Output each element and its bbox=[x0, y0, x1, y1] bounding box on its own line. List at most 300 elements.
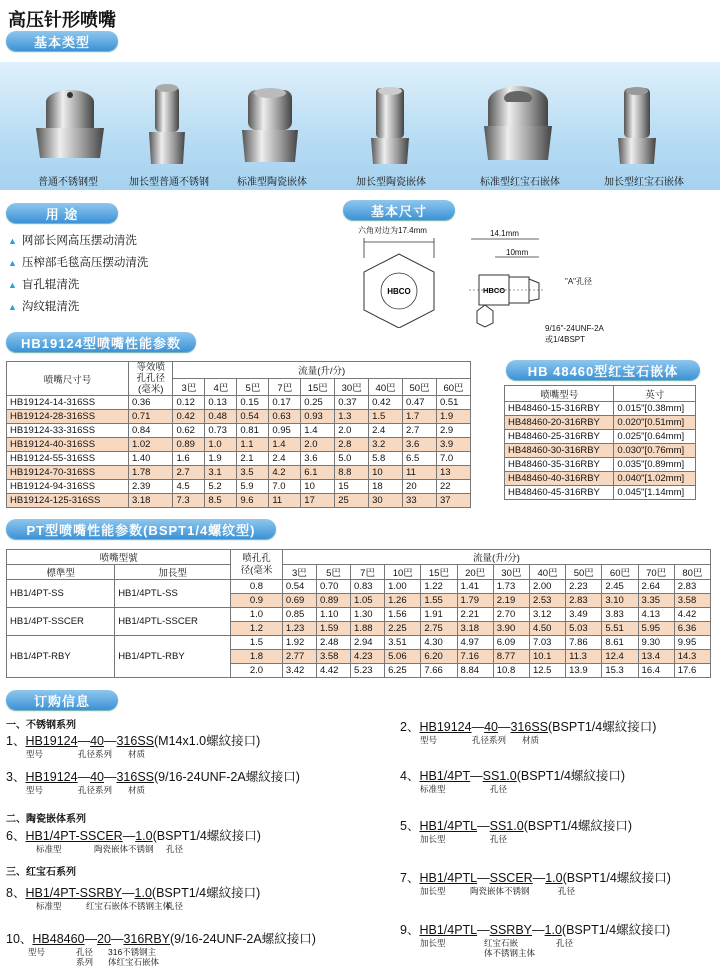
model-cell: HB48460-15-316RBY bbox=[505, 402, 614, 416]
order-line bbox=[400, 920, 670, 938]
inch-cell: 0.040"[1.02mm] bbox=[614, 472, 696, 486]
order-number: 8、 bbox=[6, 886, 26, 900]
value-cell: 5.9 bbox=[237, 480, 269, 494]
value-cell: 3.18 bbox=[457, 622, 493, 636]
value-cell: 4.2 bbox=[269, 466, 301, 480]
pressure-header: 40巴 bbox=[369, 379, 403, 396]
value-cell: 0.54 bbox=[237, 410, 269, 424]
order-thread: (9/16-24UNF-2A螺紋接口) bbox=[170, 932, 316, 946]
value-cell: 5.8 bbox=[369, 452, 403, 466]
order-part: SS1.0 bbox=[482, 769, 517, 783]
order-thread: (BSPT1/4螺紋接口) bbox=[561, 923, 671, 937]
pressure-header: 80巴 bbox=[674, 565, 710, 580]
table-row bbox=[7, 438, 471, 452]
usage-item: ▲ 沟纹辊清洗 bbox=[8, 296, 148, 318]
order-dash: — bbox=[477, 871, 490, 885]
pressure-header: 30巴 bbox=[493, 565, 529, 580]
value-cell: 1.26 bbox=[385, 594, 421, 608]
value-cell: 4.23 bbox=[351, 650, 385, 664]
order-cat-3: 三、红宝石系列 bbox=[6, 867, 76, 878]
order-sublabel: 材质 bbox=[128, 785, 146, 795]
order-sublabel: 陶瓷嵌体不锈钢 bbox=[94, 844, 154, 854]
value-cell: 3.5 bbox=[237, 466, 269, 480]
hole-cell: 0.8 bbox=[231, 580, 283, 594]
hb19124-table bbox=[6, 361, 471, 508]
value-cell: 0.89 bbox=[173, 438, 205, 452]
table-row bbox=[505, 458, 696, 472]
order-part: 1.0 bbox=[544, 923, 562, 937]
value-cell: 2.8 bbox=[335, 438, 369, 452]
order-part: HB1/4PT-SSRBY bbox=[25, 886, 123, 900]
order-part: HB1/4PTL bbox=[419, 871, 478, 885]
value-cell: 7.03 bbox=[529, 636, 565, 650]
order-dash: — bbox=[84, 932, 98, 946]
value-cell: 3.10 bbox=[602, 594, 638, 608]
svg-text:HBCO: HBCO bbox=[387, 287, 411, 296]
value-cell: 2.1 bbox=[237, 452, 269, 466]
value-cell: 0.47 bbox=[403, 396, 437, 410]
value-cell: 2.53 bbox=[529, 594, 565, 608]
std-model-cell: HB1/4PT-SSCER bbox=[7, 608, 115, 636]
usage-item: ▲ 压榨部毛毯高压摆动清洗 bbox=[8, 252, 148, 274]
order-number: 4、 bbox=[400, 769, 420, 783]
value-cell: 25 bbox=[335, 494, 369, 508]
order-sublabel: 型号 bbox=[26, 749, 44, 759]
inch-cell: 0.035"[0.89mm] bbox=[614, 458, 696, 472]
nozzle-image-long-ss bbox=[147, 82, 187, 170]
pressure-header: 7巴 bbox=[269, 379, 301, 396]
value-cell: 1.56 bbox=[385, 608, 421, 622]
order-dash: — bbox=[77, 770, 91, 784]
hole-cell: 1.0 bbox=[231, 608, 283, 622]
hole-cell: 1.8 bbox=[231, 650, 283, 664]
value-cell: 2.7 bbox=[173, 466, 205, 480]
nozzle-image-long-ceramic bbox=[370, 84, 410, 170]
hole-cell: 1.5 bbox=[231, 636, 283, 650]
order-part: SSRBY bbox=[489, 923, 533, 937]
nozzle-image-long-ruby bbox=[617, 84, 657, 170]
value-cell: 5.06 bbox=[385, 650, 421, 664]
model-cell: HB19124-94-316SS bbox=[7, 480, 129, 494]
order-part: 316RBY bbox=[123, 932, 170, 946]
order-thread: (BSPT1/4螺紋接口) bbox=[523, 819, 633, 833]
usage-list bbox=[8, 230, 148, 318]
value-cell: 13.9 bbox=[566, 664, 602, 678]
value-cell: 2.7 bbox=[403, 424, 437, 438]
order-sublabel: 加长型 bbox=[420, 834, 446, 844]
hole-cell: 1.2 bbox=[231, 622, 283, 636]
value-cell: 6.25 bbox=[385, 664, 421, 678]
value-cell: 3.42 bbox=[282, 664, 316, 678]
col-inch: 英寸 bbox=[614, 386, 696, 402]
order-sublabel: 标准型 bbox=[420, 784, 446, 794]
type-caption-6: 加长型红宝石嵌体 bbox=[604, 177, 684, 188]
long-model-cell: HB1/4PTL-SS bbox=[115, 580, 231, 608]
value-cell: 0.89 bbox=[316, 594, 350, 608]
order-sublabel: 陶瓷嵌体不锈钢 bbox=[470, 886, 530, 896]
order-thread: (M14x1.0螺紋接口) bbox=[154, 734, 261, 748]
value-cell: 0.81 bbox=[237, 424, 269, 438]
value-cell: 3.58 bbox=[674, 594, 710, 608]
value-cell: 3.83 bbox=[602, 608, 638, 622]
value-cell: 17 bbox=[301, 494, 335, 508]
hb19124-header: HB19124型喷嘴性能参数 bbox=[6, 332, 196, 352]
order-line bbox=[400, 868, 671, 886]
model-cell: HB48460-30-316RBY bbox=[505, 444, 614, 458]
order-sublabel: 加长型 bbox=[420, 938, 446, 948]
order-part: 1.0 bbox=[135, 829, 153, 843]
value-cell: 12.5 bbox=[529, 664, 565, 678]
value-cell: 7.3 bbox=[173, 494, 205, 508]
order-sublabel: 孔径系列 bbox=[78, 785, 113, 795]
value-cell: 2.9 bbox=[436, 424, 470, 438]
value-cell: 5.2 bbox=[205, 480, 237, 494]
value-cell: 3.35 bbox=[638, 594, 674, 608]
type-caption-5: 标准型红宝石嵌体 bbox=[480, 177, 560, 188]
value-cell: 0.15 bbox=[237, 396, 269, 410]
table-row bbox=[505, 430, 696, 444]
value-cell: 2.00 bbox=[529, 580, 565, 594]
value-cell: 4.5 bbox=[173, 480, 205, 494]
value-cell: 1.3 bbox=[335, 410, 369, 424]
table-row bbox=[7, 396, 471, 410]
value-cell: 7.86 bbox=[566, 636, 602, 650]
model-cell: HB19124-55-316SS bbox=[7, 452, 129, 466]
pressure-header: 60巴 bbox=[602, 565, 638, 580]
col-model: 喷嘴型号 bbox=[505, 386, 614, 402]
value-cell: 1.91 bbox=[421, 608, 457, 622]
col-pt-long: 加長型 bbox=[115, 565, 231, 580]
order-header: 订购信息 bbox=[6, 690, 118, 710]
value-cell: 0.48 bbox=[205, 410, 237, 424]
value-cell: 33 bbox=[403, 494, 437, 508]
order-sublabel: 标准型 bbox=[36, 901, 62, 911]
table-row bbox=[505, 402, 696, 416]
length-label-1: 14.1mm bbox=[490, 229, 519, 238]
value-cell: 4.97 bbox=[457, 636, 493, 650]
svg-text:HBCO: HBCO bbox=[483, 286, 506, 295]
order-number: 1、 bbox=[6, 734, 26, 748]
side-diagram bbox=[465, 237, 545, 337]
value-cell: 3.58 bbox=[316, 650, 350, 664]
value-cell: 3.51 bbox=[385, 636, 421, 650]
value-cell: 1.4 bbox=[301, 424, 335, 438]
order-line bbox=[6, 883, 260, 901]
value-cell: 10.8 bbox=[493, 664, 529, 678]
order-sublabel: 孔径 bbox=[558, 886, 576, 896]
order-dash: — bbox=[110, 932, 124, 946]
order-part: 316SS bbox=[116, 770, 155, 784]
value-cell: 22 bbox=[436, 480, 470, 494]
value-cell: 1.7 bbox=[403, 410, 437, 424]
value-cell: 2.64 bbox=[638, 580, 674, 594]
order-sublabel: 系列 bbox=[76, 957, 94, 967]
triangle-icon: ▲ bbox=[8, 258, 17, 268]
table-row bbox=[7, 636, 711, 650]
inch-cell: 0.045"[1.14mm] bbox=[614, 486, 696, 500]
value-cell: 13 bbox=[436, 466, 470, 480]
order-part: 40 bbox=[90, 770, 104, 784]
value-cell: 6.36 bbox=[674, 622, 710, 636]
pressure-header: 50巴 bbox=[566, 565, 602, 580]
order-thread: (BSPT1/4螺紋接口) bbox=[548, 720, 657, 734]
value-cell: 0.95 bbox=[269, 424, 301, 438]
pressure-header: 40巴 bbox=[529, 565, 565, 580]
order-part: 316SS bbox=[510, 720, 549, 734]
value-cell: 20 bbox=[403, 480, 437, 494]
value-cell: 1.10 bbox=[316, 608, 350, 622]
value-cell: 1.92 bbox=[282, 636, 316, 650]
order-thread: (BSPT1/4螺紋接口) bbox=[562, 871, 671, 885]
pressure-header: 10巴 bbox=[385, 565, 421, 580]
inch-cell: 0.015"[0.38mm] bbox=[614, 402, 696, 416]
triangle-icon: ▲ bbox=[8, 236, 17, 246]
order-sublabel: 型号 bbox=[28, 947, 46, 957]
std-model-cell: HB1/4PT-RBY bbox=[7, 636, 115, 678]
col-pt-hole: 喷孔孔 径(毫米 bbox=[231, 550, 283, 580]
order-line bbox=[400, 717, 656, 735]
value-cell: 0.83 bbox=[351, 580, 385, 594]
value-cell: 16.4 bbox=[638, 664, 674, 678]
value-cell: 0.42 bbox=[173, 410, 205, 424]
order-part: HB19124 bbox=[25, 734, 78, 748]
long-model-cell: HB1/4PTL-SSCER bbox=[115, 608, 231, 636]
length-label-2: 10mm bbox=[506, 248, 529, 257]
value-cell: 3.6 bbox=[301, 452, 335, 466]
value-cell: 3.90 bbox=[493, 622, 529, 636]
value-cell: 1.30 bbox=[351, 608, 385, 622]
order-sublabel: 体红宝石嵌体 bbox=[108, 957, 160, 967]
pressure-header: 70巴 bbox=[638, 565, 674, 580]
value-cell: 1.9 bbox=[205, 452, 237, 466]
triangle-icon: ▲ bbox=[8, 280, 17, 290]
order-part: 40 bbox=[90, 734, 104, 748]
value-cell: 2.25 bbox=[385, 622, 421, 636]
value-cell: 1.78 bbox=[128, 466, 173, 480]
value-cell: 2.0 bbox=[301, 438, 335, 452]
basic-types-header: 基本类型 bbox=[6, 31, 118, 51]
order-part: 316SS bbox=[116, 734, 155, 748]
value-cell: 1.5 bbox=[369, 410, 403, 424]
value-cell: 3.6 bbox=[403, 438, 437, 452]
order-line bbox=[400, 766, 625, 784]
order-sublabel: 孔径 bbox=[166, 844, 184, 854]
pressure-header: 4巴 bbox=[205, 379, 237, 396]
value-cell: 8.8 bbox=[335, 466, 369, 480]
order-line bbox=[6, 929, 316, 947]
value-cell: 1.6 bbox=[173, 452, 205, 466]
pt-header: PT型喷嘴性能参数(BSPT1/4螺纹型) bbox=[6, 519, 276, 539]
model-cell: HB19124-125-316SS bbox=[7, 494, 129, 508]
value-cell: 1.55 bbox=[421, 594, 457, 608]
value-cell: 1.0 bbox=[205, 438, 237, 452]
value-cell: 10 bbox=[301, 480, 335, 494]
dimensions-header: 基本尺寸 bbox=[343, 200, 455, 220]
order-sublabel: 孔径 bbox=[76, 947, 94, 957]
value-cell: 2.94 bbox=[351, 636, 385, 650]
value-cell: 1.41 bbox=[457, 580, 493, 594]
pressure-header: 15巴 bbox=[301, 379, 335, 396]
value-cell: 2.83 bbox=[674, 580, 710, 594]
thread-label-2: 或1/4BSPT bbox=[545, 335, 586, 344]
table-row bbox=[505, 472, 696, 486]
pressure-header: 7巴 bbox=[351, 565, 385, 580]
value-cell: 6.09 bbox=[493, 636, 529, 650]
model-cell: HB19124-28-316SS bbox=[7, 410, 129, 424]
value-cell: 7.66 bbox=[421, 664, 457, 678]
pressure-header: 5巴 bbox=[316, 565, 350, 580]
value-cell: 7.0 bbox=[436, 452, 470, 466]
value-cell: 3.12 bbox=[529, 608, 565, 622]
type-caption-1: 普通不锈钢型 bbox=[38, 177, 98, 188]
model-cell: HB48460-40-316RBY bbox=[505, 472, 614, 486]
value-cell: 11.3 bbox=[566, 650, 602, 664]
order-part: 1.0 bbox=[134, 886, 152, 900]
order-sublabel: 材质 bbox=[128, 749, 146, 759]
hole-cell: 2.0 bbox=[231, 664, 283, 678]
pressure-header: 15巴 bbox=[421, 565, 457, 580]
value-cell: 2.83 bbox=[566, 594, 602, 608]
value-cell: 0.12 bbox=[173, 396, 205, 410]
model-cell: HB48460-25-316RBY bbox=[505, 430, 614, 444]
order-thread: (9/16-24UNF-2A螺紋接口) bbox=[154, 770, 300, 784]
value-cell: 1.22 bbox=[421, 580, 457, 594]
order-dash: — bbox=[103, 770, 117, 784]
pressure-header: 20巴 bbox=[457, 565, 493, 580]
value-cell: 0.71 bbox=[128, 410, 173, 424]
order-part: SS1.0 bbox=[489, 819, 524, 833]
order-thread: (BSPT1/4螺紋接口) bbox=[516, 769, 626, 783]
order-line bbox=[6, 731, 260, 749]
order-sublabel: 316不锈钢主 bbox=[108, 947, 157, 957]
value-cell: 5.03 bbox=[566, 622, 602, 636]
model-cell: HB48460-20-316RBY bbox=[505, 416, 614, 430]
pressure-header: 3巴 bbox=[173, 379, 205, 396]
order-number: 9、 bbox=[400, 923, 420, 937]
col-pt-flow: 流量(升/分) bbox=[282, 550, 710, 565]
value-cell: 0.84 bbox=[128, 424, 173, 438]
value-cell: 0.51 bbox=[436, 396, 470, 410]
table-row bbox=[7, 494, 471, 508]
pressure-header: 50巴 bbox=[403, 379, 437, 396]
value-cell: 0.62 bbox=[173, 424, 205, 438]
usage-item: ▲ 盲孔辊清洗 bbox=[8, 274, 148, 296]
hole-cell: 0.9 bbox=[231, 594, 283, 608]
inch-cell: 0.030"[0.76mm] bbox=[614, 444, 696, 458]
value-cell: 6.20 bbox=[421, 650, 457, 664]
page-title: 高压针形喷嘴 bbox=[8, 10, 116, 30]
value-cell: 5.51 bbox=[602, 622, 638, 636]
value-cell: 2.0 bbox=[335, 424, 369, 438]
table-row bbox=[7, 466, 471, 480]
value-cell: 1.02 bbox=[128, 438, 173, 452]
order-part: HB19124 bbox=[419, 720, 472, 734]
value-cell: 17.6 bbox=[674, 664, 710, 678]
value-cell: 0.37 bbox=[335, 396, 369, 410]
order-number: 2、 bbox=[400, 720, 420, 734]
value-cell: 37 bbox=[436, 494, 470, 508]
value-cell: 13.4 bbox=[638, 650, 674, 664]
value-cell: 9.95 bbox=[674, 636, 710, 650]
type-caption-2: 加长型普通不锈钢 bbox=[129, 177, 209, 188]
order-part: HB1/4PT-SSCER bbox=[25, 829, 123, 843]
order-dash: — bbox=[122, 829, 136, 843]
value-cell: 3.2 bbox=[369, 438, 403, 452]
table-row bbox=[7, 580, 711, 594]
col-size: 喷嘴尺寸号 bbox=[7, 362, 129, 396]
value-cell: 4.30 bbox=[421, 636, 457, 650]
col-pt-std: 標準型 bbox=[7, 565, 115, 580]
value-cell: 8.84 bbox=[457, 664, 493, 678]
value-cell: 10.1 bbox=[529, 650, 565, 664]
value-cell: 6.5 bbox=[403, 452, 437, 466]
hex-label: 六角对边为17.4mm bbox=[358, 226, 427, 235]
value-cell: 4.13 bbox=[638, 608, 674, 622]
value-cell: 0.70 bbox=[316, 580, 350, 594]
order-sublabel: 红宝石嵌体不锈钢主体 bbox=[86, 901, 172, 911]
order-dash: — bbox=[477, 923, 490, 937]
order-sublabel: 材质 bbox=[522, 735, 540, 745]
order-number: 10、 bbox=[6, 932, 33, 946]
value-cell: 2.4 bbox=[369, 424, 403, 438]
order-sublabel: 孔径系列 bbox=[78, 749, 113, 759]
pressure-header: 5巴 bbox=[237, 379, 269, 396]
order-sublabel: 孔径 bbox=[490, 834, 508, 844]
model-cell: HB19124-70-316SS bbox=[7, 466, 129, 480]
order-sublabel: 孔径 bbox=[556, 938, 574, 948]
order-part: 40 bbox=[484, 720, 498, 734]
inch-cell: 0.020"[0.51mm] bbox=[614, 416, 696, 430]
value-cell: 4.42 bbox=[674, 608, 710, 622]
order-cat-1: 一、不锈钢系列 bbox=[6, 720, 76, 731]
value-cell: 2.21 bbox=[457, 608, 493, 622]
value-cell: 3.9 bbox=[436, 438, 470, 452]
order-part: 1.0 bbox=[545, 871, 563, 885]
order-sublabel: 孔径 bbox=[490, 784, 508, 794]
usage-item: ▲ 网部长网高压摆动清洗 bbox=[8, 230, 148, 252]
table-row bbox=[7, 608, 711, 622]
order-dash: — bbox=[532, 871, 546, 885]
model-cell: HB19124-40-316SS bbox=[7, 438, 129, 452]
table-row bbox=[7, 424, 471, 438]
order-sublabel: 孔径 bbox=[166, 901, 184, 911]
value-cell: 1.1 bbox=[237, 438, 269, 452]
table-row bbox=[7, 480, 471, 494]
pressure-header: 60巴 bbox=[436, 379, 470, 396]
value-cell: 9.30 bbox=[638, 636, 674, 650]
order-sublabel: 加长型 bbox=[420, 886, 446, 896]
value-cell: 0.36 bbox=[128, 396, 173, 410]
order-part: HB19124 bbox=[25, 770, 78, 784]
value-cell: 1.00 bbox=[385, 580, 421, 594]
value-cell: 5.23 bbox=[351, 664, 385, 678]
value-cell: 2.77 bbox=[282, 650, 316, 664]
order-part: SSCER bbox=[489, 871, 533, 885]
table-row bbox=[505, 416, 696, 430]
value-cell: 18 bbox=[369, 480, 403, 494]
thread-label-1: 9/16"-24UNF-2A bbox=[545, 324, 604, 333]
value-cell: 2.70 bbox=[493, 608, 529, 622]
triangle-icon: ▲ bbox=[8, 302, 17, 312]
value-cell: 11 bbox=[269, 494, 301, 508]
value-cell: 8.77 bbox=[493, 650, 529, 664]
value-cell: 0.93 bbox=[301, 410, 335, 424]
value-cell: 0.42 bbox=[369, 396, 403, 410]
value-cell: 3.1 bbox=[205, 466, 237, 480]
order-number: 6、 bbox=[6, 829, 26, 843]
value-cell: 5.95 bbox=[638, 622, 674, 636]
order-sublabel: 红宝石嵌 bbox=[484, 938, 519, 948]
